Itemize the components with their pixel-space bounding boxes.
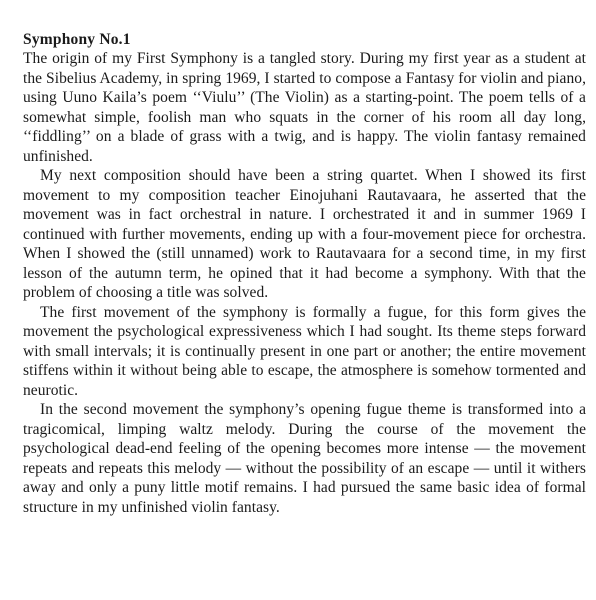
paragraph-second-movement: In the second movement the symphony’s opening fugue theme is transformed into a tragicomical, limping waltz melody. During the course of the movement the psychological dead-end feeling of the opening becomes more intense — the movement repeats and repeats this melody — without the possibility of an escape — until it withers away and only a puny little motif remains. I had pursued the same basic idea of formal structure in my unfinished violin fantasy. [23, 401, 586, 516]
paragraph-origin: The origin of my First Symphony is a tangled story. During my first year as a student at the Sibelius Academy, in spring 1969, I started to compose a Fantasy for violin and piano, using Uuno Kaila’s poem ‘‘Viulu’’ (The Violin) as a starting-point. The poem tells of a somewhat simple, foolish man who squats in the corner of his room all day long, ‘‘fiddling’’ on a blade of grass with a twig, and is happy. The violin fantasy remained unfinished. [23, 50, 586, 165]
paragraph-first-movement: The first movement of the symphony is formally a fugue, for this form gives the movement the psychological expressiveness which I had sought. Its theme steps forward with small intervals; it is continually present in one part or another; the entire movement stiffens within it without being able to escape, the atmosphere is somehow tormented and neurotic. [23, 303, 586, 399]
section-heading: Symphony No.1 [23, 31, 131, 48]
paragraph-string-quartet: My next composition should have been a string quartet. When I showed its first movement to my composition teacher Einojuhani Rautavaara, he asserted that the movement was in fact orchestral in nature. I orchestrated it and in summer 1969 I continued with further movements, ending up with a four-movement piece for orchestra. When I showed the (still unnamed) work to Rautavaara for a second time, in my first lesson of the autumn term, he opined that it had become a symphony. With that the problem of choosing a title was solved. [23, 167, 586, 301]
